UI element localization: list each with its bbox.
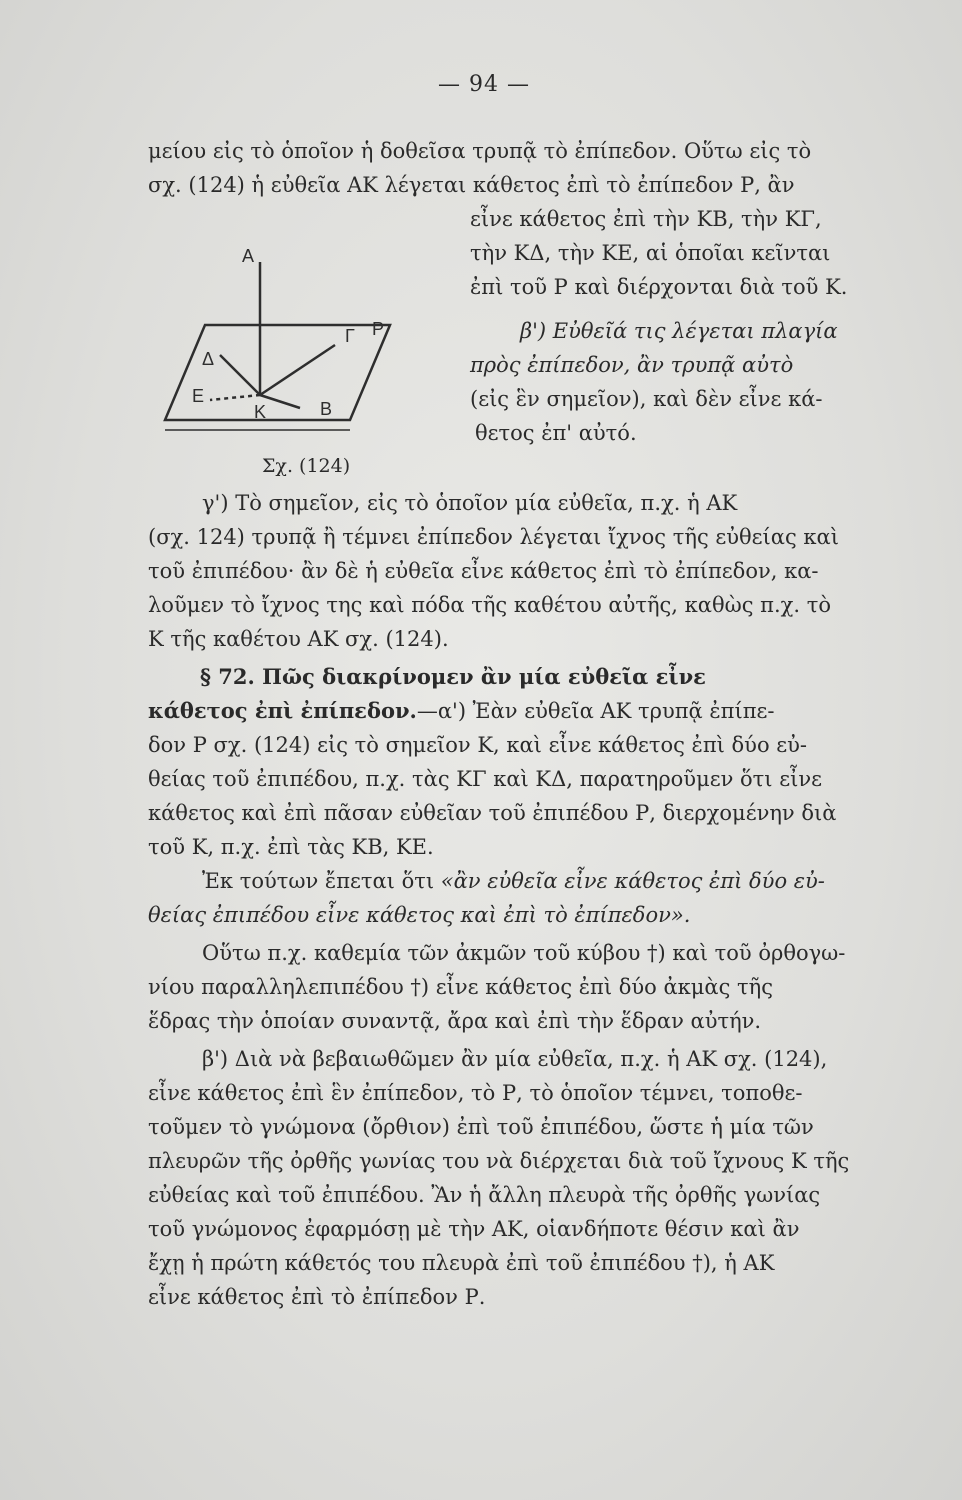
figure-caption: Σχ. (124) [262,455,351,477]
label-k: K [254,402,267,422]
text-line-16 [148,698,774,724]
section-72-heading: § 72. Πῶς διακρίνομεν ἂν μία εὐθεῖα εἶνε [200,664,706,689]
text-line-28: τοῦμεν τὸ γνώμονα (ὄρθιον) ἐπὶ τοῦ ἐπιπέδου, ὥστε ἡ μία τῶν [148,1115,814,1139]
text-line-23: Οὕτω π.χ. καθεμία τῶν ἀκμῶν τοῦ κύβου †) καὶ τοῦ ὀρθογω- [202,941,846,965]
text-line-3: εἶνε κάθετος ἐπὶ τὴν ΚΒ, τὴν ΚΓ, [470,207,822,231]
text-line-24: νίου παραλληλεπιπέδου †) εἶνε κάθετος ἐπὶ δύο ἀκμὰς τῆς [148,975,773,999]
label-b: B [320,399,333,419]
text-line-8: (εἰς ἓν σημεῖον), καὶ δὲν εἶνε κά- [470,387,823,411]
label-a: A [242,246,255,266]
text-line-7: πρὸς ἐπίπεδον, ἂν τρυπᾷ αὐτὸ [470,353,794,377]
plane-perpendicular-diagram [150,240,400,460]
label-e: E [192,386,205,406]
text-line-5: ἐπὶ τοῦ Ρ καὶ διέρχονται διὰ τοῦ Κ. [470,275,848,299]
text-line-22: θείας ἐπιπέδου εἶνε κάθετος καὶ ἐπὶ τὸ ἐπίπεδον». [148,903,691,927]
text-line-13: λοῦμεν τὸ ἴχνος της καὶ πόδα τῆς καθέτου αὐτῆς, καθὼς π.χ. τὸ [148,593,831,617]
text-line-6: β') Εὐθεῖά τις λέγεται πλαγία [520,319,838,343]
text-line-33: εἶνε κάθετος ἐπὶ τὸ ἐπίπεδον Ρ. [148,1285,486,1309]
text-line-1: μείου εἰς τὸ ὁποῖον ἡ δοθεῖσα τρυπᾷ τὸ ἐπίπεδον. Οὕτω εἰς τὸ [148,139,812,163]
label-gamma: Γ [345,326,355,346]
text-line-17: δον Ρ σχ. (124) εἰς τὸ σημεῖον Κ, καὶ εἶνε κάθετος ἐπὶ δύο εὐ- [148,733,807,757]
line-ke [210,395,260,400]
text-line-26: β') Διὰ νὰ βεβαιωθῶμεν ἂν μία εὐθεῖα, π.χ. ἡ ΑΚ σχ. (124), [202,1047,828,1071]
text-line-10: γ') Τὸ σημεῖον, εἰς τὸ ὁποῖον μία εὐθεῖα, π.χ. ἡ ΑΚ [202,491,738,515]
text-line-14: Κ τῆς καθέτου ΑΚ σχ. (124). [148,627,449,651]
text-line-20: τοῦ Κ, π.χ. ἐπὶ τὰς ΚΒ, ΚΕ. [148,835,434,859]
text-line-21 [202,868,825,894]
section-72-heading-cont: κάθετος ἐπὶ ἐπίπεδον. [148,698,417,723]
text-line-30: εὐθείας καὶ τοῦ ἐπιπέδου. Ἂν ἡ ἄλλη πλευρὰ τῆς ὀρθῆς γωνίας [148,1183,821,1207]
text-line-27: εἶνε κάθετος ἐπὶ ἓν ἐπίπεδον, τὸ Ρ, τὸ ὁποῖον τέμνει, τοποθε- [148,1081,803,1105]
label-p: P [372,319,385,339]
label-delta: Δ [202,349,215,369]
text-line-2: σχ. (124) ἡ εὐθεῖα ΑΚ λέγεται κάθετος ἐπὶ τὸ ἐπίπεδον Ρ, ἂν [148,173,795,197]
figure-124 [150,240,400,460]
text-line-16-rest: —α') Ἐὰν εὐθεῖα ΑΚ τρυπᾷ ἐπίπε- [416,699,775,723]
text-line-25: ἕδρας τὴν ὁποίαν συναντᾷ, ἄρα καὶ ἐπὶ τὴν ἕδραν αὐτήν. [148,1009,762,1033]
line-kg [260,345,335,395]
text-line-9: θετος ἐπ' αὐτό. [475,421,637,445]
text-line-19: κάθετος καὶ ἐπὶ πᾶσαν εὐθεῖαν τοῦ ἐπιπέδου Ρ, διερχομένην διὰ [148,801,837,825]
text-line-4: τὴν ΚΔ, τὴν ΚΕ, αἱ ὁποῖαι κεῖνται [470,241,831,265]
rule-statement: «ἂν εὐθεῖα εἶνε κάθετος ἐπὶ δύο εὐ- [440,869,825,893]
line-kd [220,355,260,395]
text-line-12: τοῦ ἐπιπέδου· ἂν δὲ ἡ εὐθεῖα εἶνε κάθετος ἐπὶ τὸ ἐπίπεδον, κα- [148,559,819,583]
text-line-18: θείας τοῦ ἐπιπέδου, π.χ. τὰς ΚΓ καὶ ΚΔ, παρατηροῦμεν ὅτι εἶνε [148,767,822,791]
text-line-11: (σχ. 124) τρυπᾷ ἢ τέμνει ἐπίπεδον λέγεται ἴχνος τῆς εὐθείας καὶ [148,525,839,549]
text-line-32: ἔχῃ ἡ πρώτη κάθετός του πλευρὰ ἐπὶ τοῦ ἐπιπέδου †), ἡ ΑΚ [148,1251,775,1275]
text-line-31: τοῦ γνώμονος ἐφαρμόσῃ μὲ τὴν ΑΚ, οἱανδήποτε θέσιν καὶ ἂν [148,1217,800,1241]
page-number: — 94 — [438,72,530,97]
text-line-21-lead: Ἐκ τούτων ἔπεται ὅτι [202,869,441,893]
text-line-29: πλευρῶν τῆς ὀρθῆς γωνίας του νὰ διέρχεται διὰ τοῦ ἴχνους Κ τῆς [148,1149,850,1173]
